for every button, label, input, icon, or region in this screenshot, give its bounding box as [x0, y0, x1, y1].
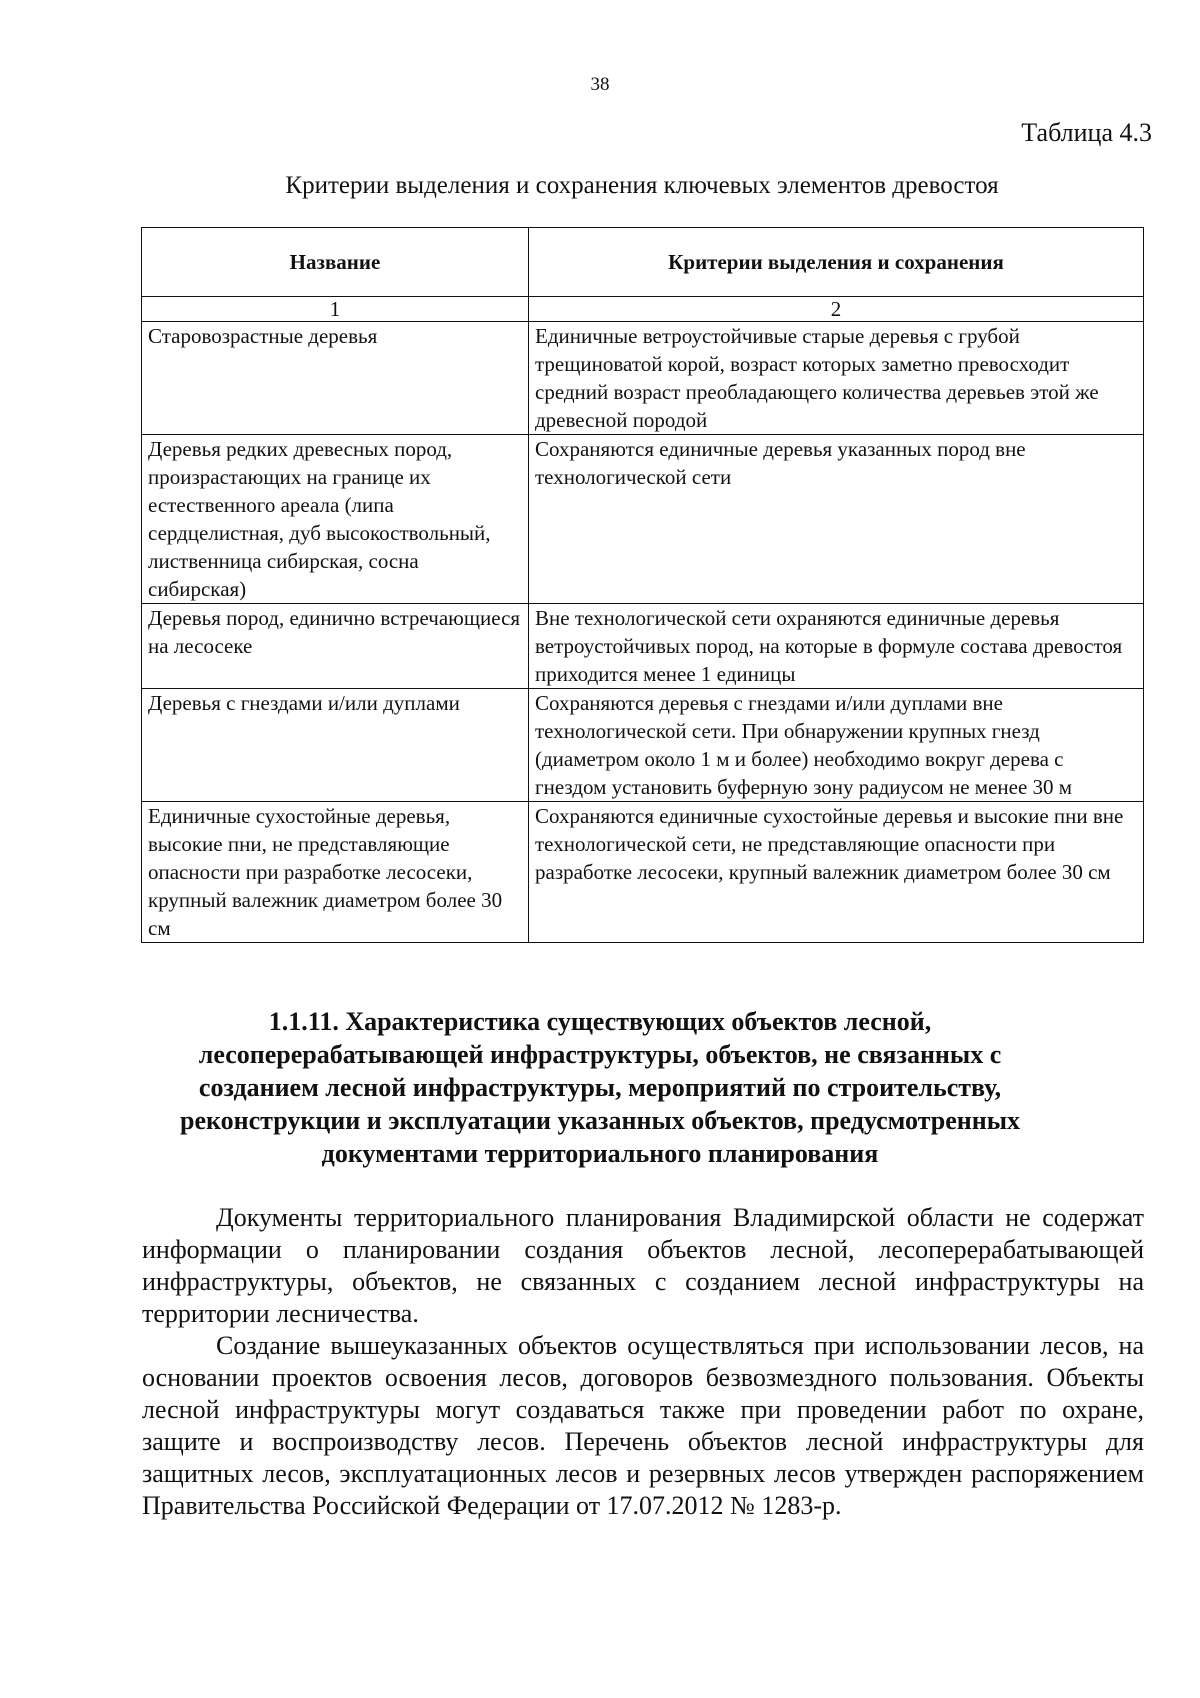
table-cell-name: Старовозрастные деревья: [142, 322, 529, 435]
table-row: [142, 435, 1144, 604]
column-number-row: [142, 297, 1144, 322]
table-cell-name: Деревья с гнездами и/или дуплами: [142, 689, 529, 802]
page-number: 38: [590, 74, 610, 95]
table-cell-criteria: Сохраняются деревья с гнездами и/или дуплами вне технологической сети. При обнаружении крупных гнезд (диаметром около 1 м и более) необходимо вокруг дерева с гнездом установить буферную зону радиусом не менее 30 м: [529, 689, 1144, 802]
table-label: Таблица 4.3: [1021, 118, 1152, 147]
table-cell-name: Деревья пород, единично встречающиеся на лесосеке: [142, 604, 529, 689]
table-row: [142, 322, 1144, 435]
table-header-row: [142, 228, 1144, 297]
table-title: Критерии выделения и сохранения ключевых элементов древостоя: [285, 172, 999, 199]
column-header-criteria: Критерии выделения и сохранения: [529, 228, 1144, 297]
column-number: 1: [142, 297, 529, 322]
paragraph: Создание вышеуказанных объектов осуществляться при использовании лесов, на основании проектов освоения лесов, договоров безвозмездного пользования. Объекты лесной инфраструктуры могут создаваться также при проведении работ по охране, защите и воспроизводству лесов. Перечень объектов лесной инфраструктуры для защитных лесов, эксплуатационных лесов и резервных лесов утвержден распоряжением Правительства Российской Федерации от 17.07.2012 № 1283-р.: [142, 1331, 1144, 1520]
table-row: [142, 689, 1144, 802]
table-cell-name: Деревья редких древесных пород, произрастающих на границе их естественного ареала (липа сердцелистная, дуб высокоствольный, лиственница сибирская, сосна сибирская): [142, 435, 529, 604]
column-number: 2: [529, 297, 1144, 322]
table-cell-criteria: Вне технологической сети охраняются единичные деревья ветроустойчивых пород, на которые в формуле состава древостоя приходится менее 1 единицы: [529, 604, 1144, 689]
paragraph: Документы территориального планирования Владимирской области не содержат информации о планировании создания объектов лесной, лесоперерабатывающей инфраструктуры, объектов, не связанных с созданием лесной инфраструктуры на территории лесничества.: [142, 1203, 1144, 1328]
table-cell-criteria: Сохраняются единичные деревья указанных пород вне технологической сети: [529, 435, 1144, 604]
column-header-name: Название: [142, 228, 529, 297]
table-cell-name: Единичные сухостойные деревья, высокие пни, не представляющие опасности при разработке лесосеки, крупный валежник диаметром более 30 см: [142, 802, 529, 943]
table-row: [142, 802, 1144, 943]
criteria-table: [141, 227, 1144, 943]
body-text: [142, 1202, 1144, 1522]
table-cell-criteria: Сохраняются единичные сухостойные деревья и высокие пни вне технологической сети, не представляющие опасности при разработке лесосеки, крупный валежник диаметром более 30 см: [529, 802, 1144, 943]
table-cell-criteria: Единичные ветроустойчивые старые деревья с грубой трещиноватой корой, возраст которых заметно превосходит средний возраст преобладающего количества деревьев этой же древесной породой: [529, 322, 1144, 435]
table-row: [142, 604, 1144, 689]
section-heading: 1.1.11. Характеристика существующих объектов лесной, лесоперерабатывающей инфраструктуры, объектов, не связанных с созданием лесной инфраструктуры, мероприятий по строительству, реконструкции и эксплуатации указанных объектов, предусмотренных документами территориального планирования: [179, 1007, 1020, 1168]
